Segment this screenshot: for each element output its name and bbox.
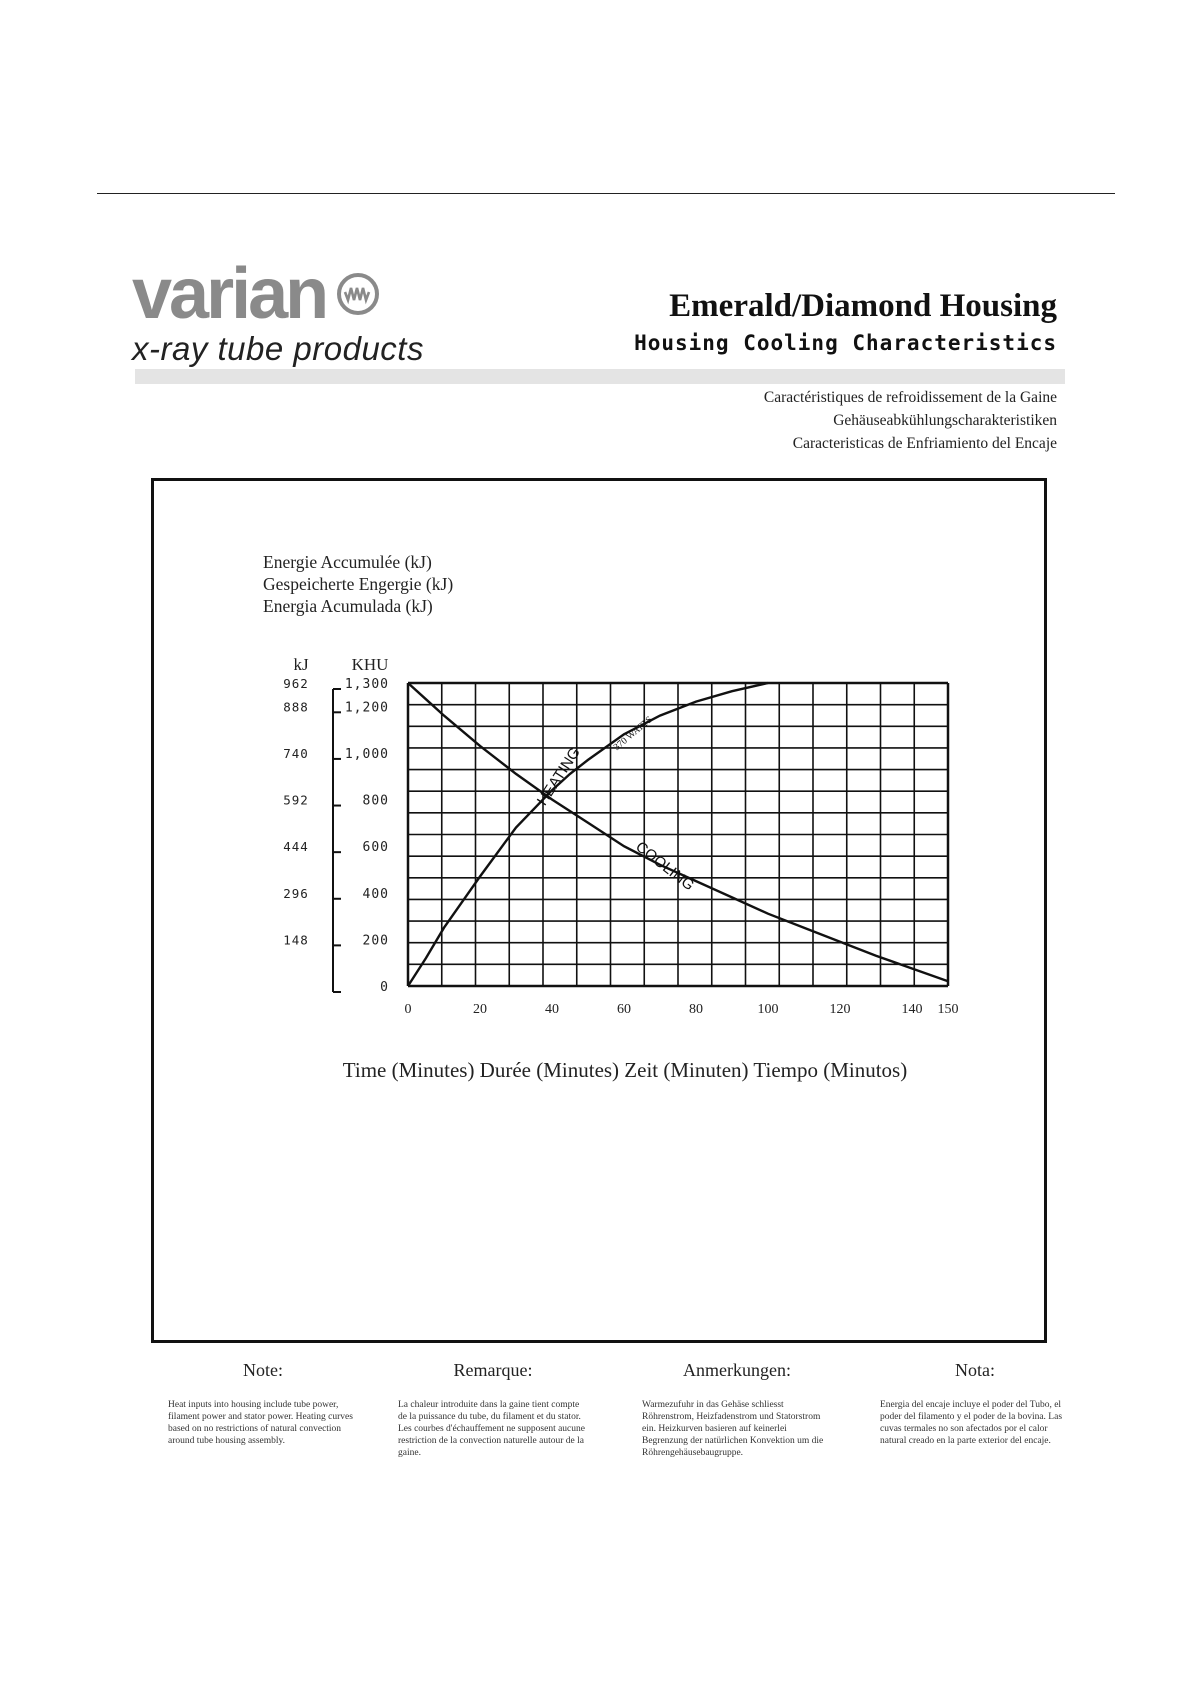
translation-de: Gehäuseabkühlungscharakteristiken (833, 412, 1057, 429)
x-tick-label: 60 (617, 1002, 631, 1017)
y-tick-label-khu: 1,300 (344, 677, 389, 692)
note-body: La chaleur introduite dans la gaine tient compte de la puissance du tube, du filament et du stator. Les courbes d'échauffement ne supposent aucune restriction de la convection naturelle autour de la gaine. (398, 1400, 585, 1458)
y-axis-title-de: Gespeicherte Engergie (kJ) (263, 574, 454, 594)
y-tick-label-kj: 296 (283, 885, 309, 901)
y-tick-label-khu: 1,000 (344, 746, 389, 762)
note-body: Warmezufuhr in das Gehäse schliesst Röhrenstrom, Heizfadenstrom und Statorstrom ein. Heizkurven basieren auf keinerlei Begrenzung der natürlichen Konvektion um die Röhrengehäusebaugruppe. (642, 1400, 824, 1458)
y-axis-title-es: Energia Acumulada (kJ) (263, 596, 433, 616)
brand-subtitle: x-ray tube products (132, 330, 424, 367)
y-tick-label-kj: 444 (283, 839, 309, 855)
note-body: Energia del encaje incluye el poder del Tubo, el poder del filamento y el poder de la bovina. Las cuvas termales no son afectados por el calor natural creado en la parte exterior del encaje. (880, 1400, 1063, 1446)
y-tick-label-kj: 592 (283, 792, 309, 808)
x-tick-label: 20 (473, 1002, 487, 1017)
series-annotation-heating: 370 WATTS (612, 714, 655, 753)
note-heading: Note: (243, 1360, 283, 1380)
x-tick-label: 120 (829, 1002, 851, 1017)
note-heading: Remarque: (453, 1360, 533, 1380)
y-axis-khu-header: KHU (351, 655, 389, 674)
x-tick-label: 140 (901, 1002, 923, 1017)
y-tick-label-khu: 1,200 (344, 700, 389, 716)
note-en (168, 1360, 358, 1447)
series-label-heating: HEATING (533, 744, 584, 809)
x-axis-title: Time (Minutes) Durée (Minutes) Zeit (Minuten) Tiempo (Minutos) (342, 1058, 908, 1082)
note-es (880, 1360, 1070, 1447)
x-tick-label: 80 (689, 1002, 703, 1017)
note-de (642, 1360, 832, 1459)
x-tick-label: 150 (937, 1002, 959, 1017)
y-tick-label-kj: 888 (283, 699, 309, 715)
y-tick-label-kj: 740 (283, 745, 309, 761)
y-axis-title-fr: Energie Accumulée (kJ) (263, 552, 432, 572)
x-tick-label: 100 (757, 1002, 779, 1017)
x-tick-label: 0 (404, 1002, 412, 1017)
brand-name: varian (132, 254, 327, 334)
note-heading: Nota: (955, 1360, 995, 1380)
y-tick-label-khu: 800 (362, 793, 389, 809)
y-tick-label-kj: 962 (283, 676, 309, 691)
note-heading: Anmerkungen: (683, 1360, 791, 1380)
translation-es: Caracteristicas de Enfriamiento del Encaje (792, 435, 1057, 452)
y-tick-label-kj: 148 (283, 932, 309, 948)
y-axis-kj-header: kJ (293, 655, 309, 674)
x-tick-label: 40 (545, 1002, 559, 1017)
translation-fr: Caractéristiques de refroidissement de la Gaine (763, 389, 1057, 406)
note-fr (398, 1360, 588, 1459)
page-title: Emerald/Diamond Housing (669, 288, 1057, 324)
y-tick-label-khu: 0 (380, 980, 389, 995)
page-subtitle: Housing Cooling Characteristics (634, 331, 1057, 355)
y-tick-label-khu: 600 (362, 840, 389, 856)
series-label-cooling: COOLING (632, 838, 698, 895)
y-tick-label-khu: 200 (362, 933, 389, 949)
note-body: Heat inputs into housing include tube power, filament power and stator power. Heating curves based on no restrictions of natural convection around tube housing assembly. (168, 1400, 353, 1446)
y-tick-label-khu: 400 (362, 886, 389, 902)
